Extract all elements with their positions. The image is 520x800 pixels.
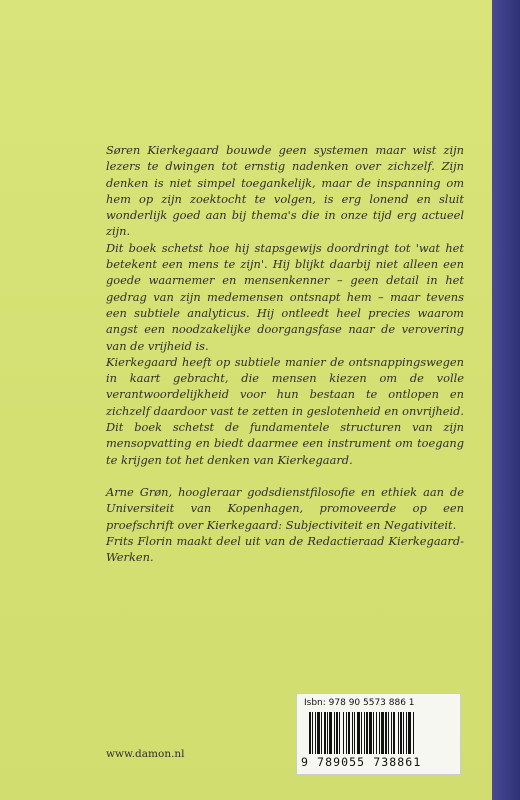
author-bio-florin: Frits Florin maakt deel uit van de Redactieraad Kierkegaard-Werken. [106,533,464,565]
blurb-paragraph-1: Søren Kierkegaard bouwde geen systemen maar wist zijn lezers te dwingen tot ernstig nadenken over zichzelf. Zijn denken is niet simpel toegankelijk, maar de inspanning om hem op zijn zoektocht te volgen, is erg lonend en sluit wonderlijk goed aan bij thema's die in onze tijd erg actueel zijn. [106,143,464,239]
isbn-barcode [296,693,461,775]
publisher-website: www.damon.nl [106,748,185,760]
barcode-number: 9 789055 738861 [301,755,422,769]
book-spine [492,0,520,800]
blurb-paragraph-2: Dit boek schetst hoe hij stapsgewijs doordringt tot 'wat het betekent een mens te zijn'. Hij blijkt daarbij niet alleen een goede waarnemer en mensenkenner – geen detail in het gedrag van zijn medemensen ontsnapt hem – maar tevens een subtiele analyticus. Hij ontleedt heel precies waarom angst een noodzakelijke doorgangsfase naar de verovering van de vrijheid is. [106,240,464,353]
barcode-bars-icon [309,712,451,754]
blurb [106,142,464,565]
isbn-label: Isbn: 978 90 5573 886 1 [304,698,415,708]
author-bio-gron: Arne Grøn, hoogleraar godsdienstfilosofie en ethiek aan de Universiteit van Kopenhagen, promoveerde op een proefschrift over Kierkegaard: Subjectiviteit en Negativiteit. [106,484,464,532]
blurb-paragraph-3: Kierkegaard heeft op subtiele manier de ontsnappingswegen in kaart gebracht, die mensen kiezen om de volle verantwoordelijkheid voor hun bestaan te ontlopen en zichzelf daardoor vast te zetten in geslotenheid en onvrijheid. Dit boek schetst de fundamentele structuren van zijn mensopvatting en biedt daarmee een instrument om toegang te krijgen tot het denken van Kierkegaard. [106,354,464,467]
